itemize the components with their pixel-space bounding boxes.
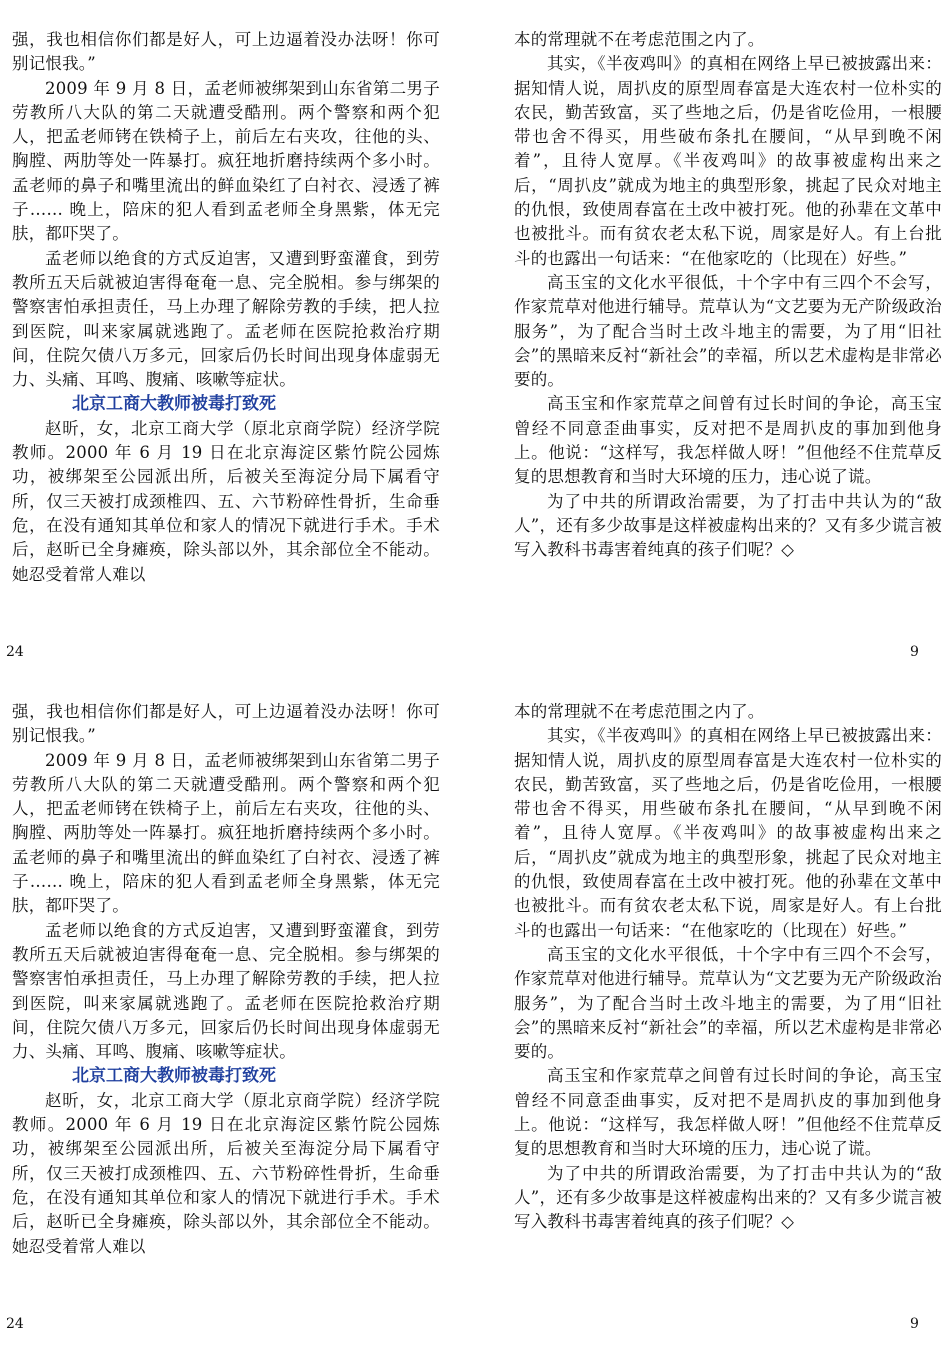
paragraph: 强，我也相信你们都是好人，可上边逼着没办法呀！你可别记恨我。” <box>12 30 440 74</box>
paragraph: 本的常理就不在考虑范围之内了。 <box>514 702 765 721</box>
paragraph: 孟老师以绝食的方式反迫害，又遭到野蛮灌食，到劳教所五天后就被迫害得奄奄一息、完全脱相。参与绑架的警察害怕承担责任，马上办理了解除劳教的手续，把人拉到医院，叫来家属就逃跑了。孟老师在医院抢救治疗期间，住院欠债八万多元，回家后仍长时间出现身体虚弱无力、头痛、耳鸣、腹痛、咳嗽等症状。 <box>12 920 440 1062</box>
paragraph: 高玉宝和作家荒草之间曾有过长时间的争论，高玉宝曾经不同意歪曲事实，反对把不是周扒皮的事加到他身上。他说：“这样写，我怎样做人呀！”但他经不住荒草反复的思想教育和当时大环境的压力，违心说了谎。 <box>514 394 942 487</box>
page-number-left: 24 <box>6 1316 24 1332</box>
paragraph: 其实，《半夜鸡叫》的真相在网络上早已被披露出来：据知情人说，周扒皮的原型周春富是大连农村一位朴实的农民，勤苦致富，买了些地之后，仍是省吃俭用，一根腰带也舍不得买，用些破布条扎在腰间，“从早到晚不闲着”，且待人宽厚。《半夜鸡叫》的故事被虚构出来之后，“周扒皮”就成为地主的典型形象，挑起了民众对地主的仇恨，致使周春富在土改中被打死。他的孙辈在文革中也被批斗。而有贫农老太私下说，周家是好人。有上台批斗的也露出一句话来：“在他家吃的（比现在）好些。” <box>514 54 942 268</box>
paragraph: 强，我也相信你们都是好人，可上边逼着没办法呀！你可别记恨我。” <box>12 702 440 746</box>
paragraph: 孟老师以绝食的方式反迫害，又遭到野蛮灌食，到劳教所五天后就被迫害得奄奄一息、完全脱相。参与绑架的警察害怕承担责任，马上办理了解除劳教的手续，把人拉到医院，叫来家属就逃跑了。孟老师在医院抢救治疗期间，住院欠债八万多元，回家后仍长时间出现身体虚弱无力、头痛、耳鸣、腹痛、咳嗽等症状。 <box>12 248 440 390</box>
paragraph: 为了中共的所谓政治需要，为了打击中共认为的“敌人”，还有多少故事是这样被虚构出来的？又有多少谎言被写入教科书毒害着纯真的孩子们呢？◇ <box>514 1163 942 1232</box>
paragraph: 高玉宝的文化水平很低，十个字中有三四个不会写，作家荒草对他进行辅导。荒草认为“文艺要为无产阶级政治服务”，为了配合当时土改斗地主的需要，为了用“旧社会”的黑暗来反衬“新社会”的幸福，所以艺术虚构是非常必要的。 <box>514 944 942 1062</box>
section-heading: 北京工商大教师被毒打致死 <box>72 394 276 415</box>
page-number-left: 24 <box>6 644 24 660</box>
paragraph: 本的常理就不在考虑范围之内了。 <box>514 30 765 49</box>
paragraph: 高玉宝的文化水平很低，十个字中有三四个不会写，作家荒草对他进行辅导。荒草认为“文艺要为无产阶级政治服务”，为了配合当时土改斗地主的需要，为了用“旧社会”的黑暗来反衬“新社会”的幸福，所以艺术虚构是非常必要的。 <box>514 272 942 390</box>
spread-bottom <box>0 672 950 1344</box>
right-page <box>514 28 942 563</box>
paragraph: 高玉宝和作家荒草之间曾有过长时间的争论，高玉宝曾经不同意歪曲事实，反对把不是周扒皮的事加到他身上。他说：“这样写，我怎样做人呀！”但他经不住荒草反复的思想教育和当时大环境的压力，违心说了谎。 <box>514 1066 942 1159</box>
page-number-right: 9 <box>910 1316 919 1332</box>
paragraph: 为了中共的所谓政治需要，为了打击中共认为的“敌人”，还有多少故事是这样被虚构出来的？又有多少谎言被写入教科书毒害着纯真的孩子们呢？◇ <box>514 491 942 560</box>
paragraph: 其实，《半夜鸡叫》的真相在网络上早已被披露出来：据知情人说，周扒皮的原型周春富是大连农村一位朴实的农民，勤苦致富，买了些地之后，仍是省吃俭用，一根腰带也舍不得买，用些破布条扎在腰间，“从早到晚不闲着”，且待人宽厚。《半夜鸡叫》的故事被虚构出来之后，“周扒皮”就成为地主的典型形象，挑起了民众对地主的仇恨，致使周春富在土改中被打死。他的孙辈在文革中也被批斗。而有贫农老太私下说，周家是好人。有上台批斗的也露出一句话来：“在他家吃的（比现在）好些。” <box>514 726 942 940</box>
left-page <box>12 28 440 587</box>
paragraph: 赵昕，女，北京工商大学（原北京商学院）经济学院教师。2000 年 6 月 19 日在北京海淀区紫竹院公园炼功，被绑架至公园派出所，后被关至海淀分局下属看守所，仅三天被打成颈椎四、五、六节粉碎性骨折，生命垂危，在没有通知其单位和家人的情况下就进行手术。手术后，赵昕已全身瘫痪，除头部以外，其余部位全不能动。她忍受着常人难以 <box>12 418 440 584</box>
paragraph: 2009 年 9 月 8 日，孟老师被绑架到山东省第二男子劳教所八大队的第二天就遭受酷刑。两个警察和两个犯人，把孟老师铐在铁椅子上，前后左右夹攻，往他的头、胸膛、两肋等处一阵暴打。疯狂地折磨持续两个多小时。孟老师的鼻子和嘴里流出的鲜血染红了白衬衣、浸透了裤子…… 晚上，陪床的犯人看到孟老师全身黑紫，体无完肤，都吓哭了。 <box>12 750 440 916</box>
page-number-right: 9 <box>910 644 919 660</box>
left-page <box>12 700 440 1259</box>
paragraph: 2009 年 9 月 8 日，孟老师被绑架到山东省第二男子劳教所八大队的第二天就遭受酷刑。两个警察和两个犯人，把孟老师铐在铁椅子上，前后左右夹攻，往他的头、胸膛、两肋等处一阵暴打。疯狂地折磨持续两个多小时。孟老师的鼻子和嘴里流出的鲜血染红了白衬衣、浸透了裤子…… 晚上，陪床的犯人看到孟老师全身黑紫，体无完肤，都吓哭了。 <box>12 78 440 244</box>
section-heading: 北京工商大教师被毒打致死 <box>72 1066 276 1087</box>
paragraph: 赵昕，女，北京工商大学（原北京商学院）经济学院教师。2000 年 6 月 19 日在北京海淀区紫竹院公园炼功，被绑架至公园派出所，后被关至海淀分局下属看守所，仅三天被打成颈椎四、五、六节粉碎性骨折，生命垂危，在没有通知其单位和家人的情况下就进行手术。手术后，赵昕已全身瘫痪，除头部以外，其余部位全不能动。她忍受着常人难以 <box>12 1090 440 1256</box>
spread-top <box>0 0 950 672</box>
right-page <box>514 700 942 1235</box>
